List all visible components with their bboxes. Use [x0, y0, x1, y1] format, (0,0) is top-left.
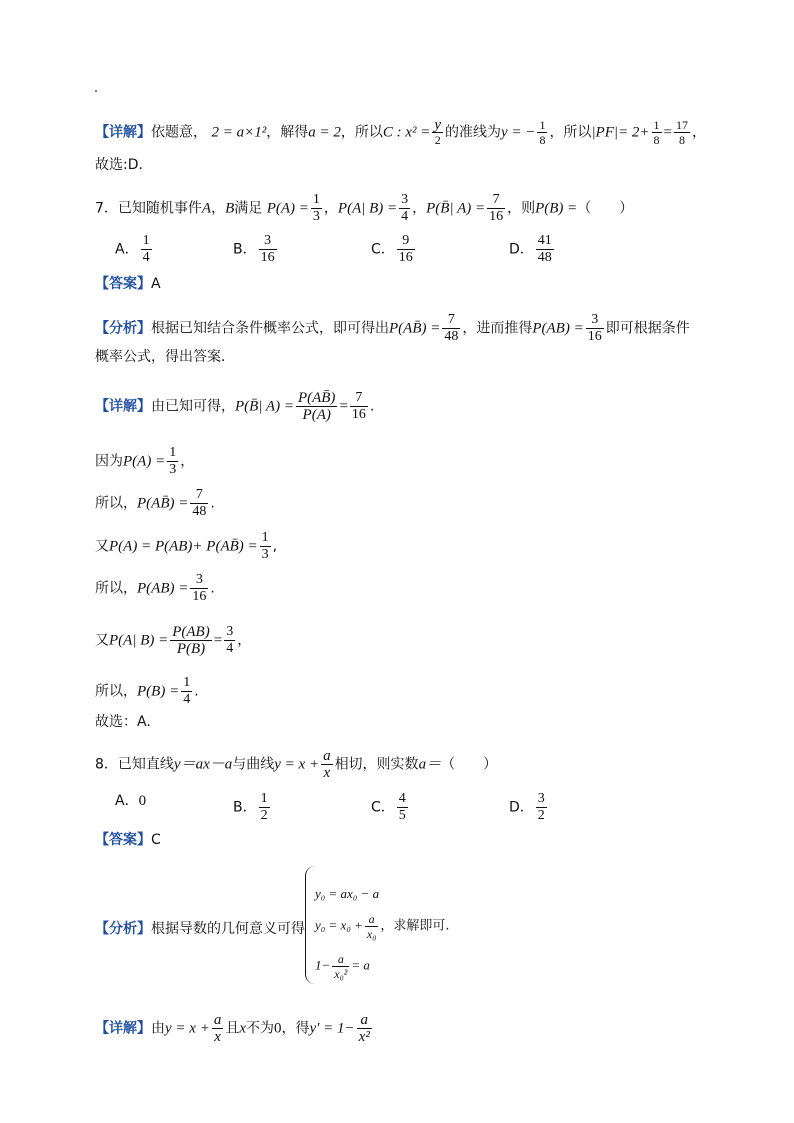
q8-answer: 【答案】C	[95, 832, 161, 848]
answer-tag: 【答案】	[95, 832, 151, 848]
equation-system: y₀ = ax₀ − a y₀ = x₀ + $\frac{a}{\text{x₀}}$ ，求解即可. 1− $\frac{a}{\text{x₀²}}$ = a	[305, 866, 455, 986]
q8-option-d[interactable]: D． $\frac{3}{2}$	[509, 791, 545, 823]
q8-stem: 8．已知直线y＝ax－a与曲线y = x + $\frac{a}{x}$ 相切，则实数a＝（ ）	[95, 748, 498, 781]
fraction: $\frac{1}{3}$	[312, 192, 320, 224]
detail-tag: 【详解】	[95, 124, 151, 141]
detail-tag: 【详解】	[95, 398, 151, 415]
q7-detail-2: 因为P(A) = $\frac{1}{3}$ ，	[95, 445, 195, 477]
q7-detail-5: 所以，P(AB) = $\frac{3}{16}$ .	[95, 572, 215, 604]
fraction: $\frac{17}{8}$	[675, 118, 688, 147]
analysis-tag: 【分析】	[95, 921, 151, 937]
q8-analysis: 【分析】根据导数的几何意义可得	[95, 921, 305, 937]
fraction: $\frac{3}{4}$	[401, 192, 409, 224]
q7-stem: 7．已知随机事件A，B满足 P(A) = $\frac{1}{3}$ ，P(A| B) = $\frac{3}{4}$ ，P(B̄| A) = $\frac{7}{16}$ ，则P(B) =（ ）	[95, 192, 634, 224]
fraction: $\frac{7}{16}$	[489, 192, 504, 224]
analysis-tag: 【分析】	[95, 320, 151, 337]
q7-option-c[interactable]: C． $\frac{9}{16}$	[371, 233, 413, 265]
answer-tag: 【答案】	[95, 276, 151, 292]
q8-option-a[interactable]: A．0	[115, 793, 147, 809]
q7-option-d[interactable]: D． $\frac{41}{48}$	[509, 233, 552, 265]
q7-option-b[interactable]: B． $\frac{3}{16}$	[233, 233, 275, 265]
q8-detail: 【详解】由y = x + $\frac{a}{x}$ 且x不为0，得y′ = 1− $\frac{a}{\text{x²}}$	[95, 1012, 370, 1045]
q7-analysis-cont: 概率公式，得出答案．	[95, 349, 235, 365]
q7-detail-6: 又P(A| B) = $\frac{P(AB)}{P(B)}$ = $\frac{3}{4}$ ，	[95, 624, 252, 657]
q8-option-c[interactable]: C． $\frac{4}{5}$	[371, 791, 406, 823]
q7-answer: 【答案】A	[95, 276, 161, 292]
q7-detail-1: 【详解】由已知可得，P(B̄| A) = $\frac{P(AB̄)}{P(A)}$ = $\frac{7}{16}$ .	[95, 390, 375, 423]
fraction: $\frac{1}{8}$	[539, 118, 546, 147]
p6-conclusion: 故选:D．	[95, 157, 153, 173]
q8-option-b[interactable]: B． $\frac{1}{2}$	[233, 791, 268, 823]
q7-conclusion: 故选：A.	[95, 714, 151, 730]
q7-analysis: 【分析】根据已知结合条件概率公式，即可得出P(AB̄) = $\frac{7}{48}$ ，进而推得P(AB) = $\frac{3}{16}$ 即可根据条件	[95, 312, 690, 344]
q7-detail-7: 所以，P(B) = $\frac{1}{4}$ .	[95, 675, 199, 707]
q7-detail-3: 所以，P(AB̄) = $\frac{7}{48}$ .	[95, 487, 215, 519]
detail-tag: 【详解】	[95, 1020, 151, 1037]
q7-option-a[interactable]: A． $\frac{1}{4}$	[115, 233, 150, 265]
p6-detail-line: 【详解】依题意， 2 = a×1²，解得a = 2，所以C : x² = $\frac{y}{2}$ 的准线为y = − $\frac{1}{8}$ ，所以|PF|= 2+ $\frac{1}{8}$ = $\frac{17}{8}$ ，	[95, 117, 706, 147]
fraction: $\frac{y}{2}$	[434, 117, 442, 147]
page-dot	[95, 90, 97, 92]
fraction: $\frac{1}{8}$	[653, 118, 660, 147]
q7-detail-4: 又P(A) = P(AB)+ P(AB̄) = $\frac{1}{3}$ ,	[95, 530, 278, 562]
